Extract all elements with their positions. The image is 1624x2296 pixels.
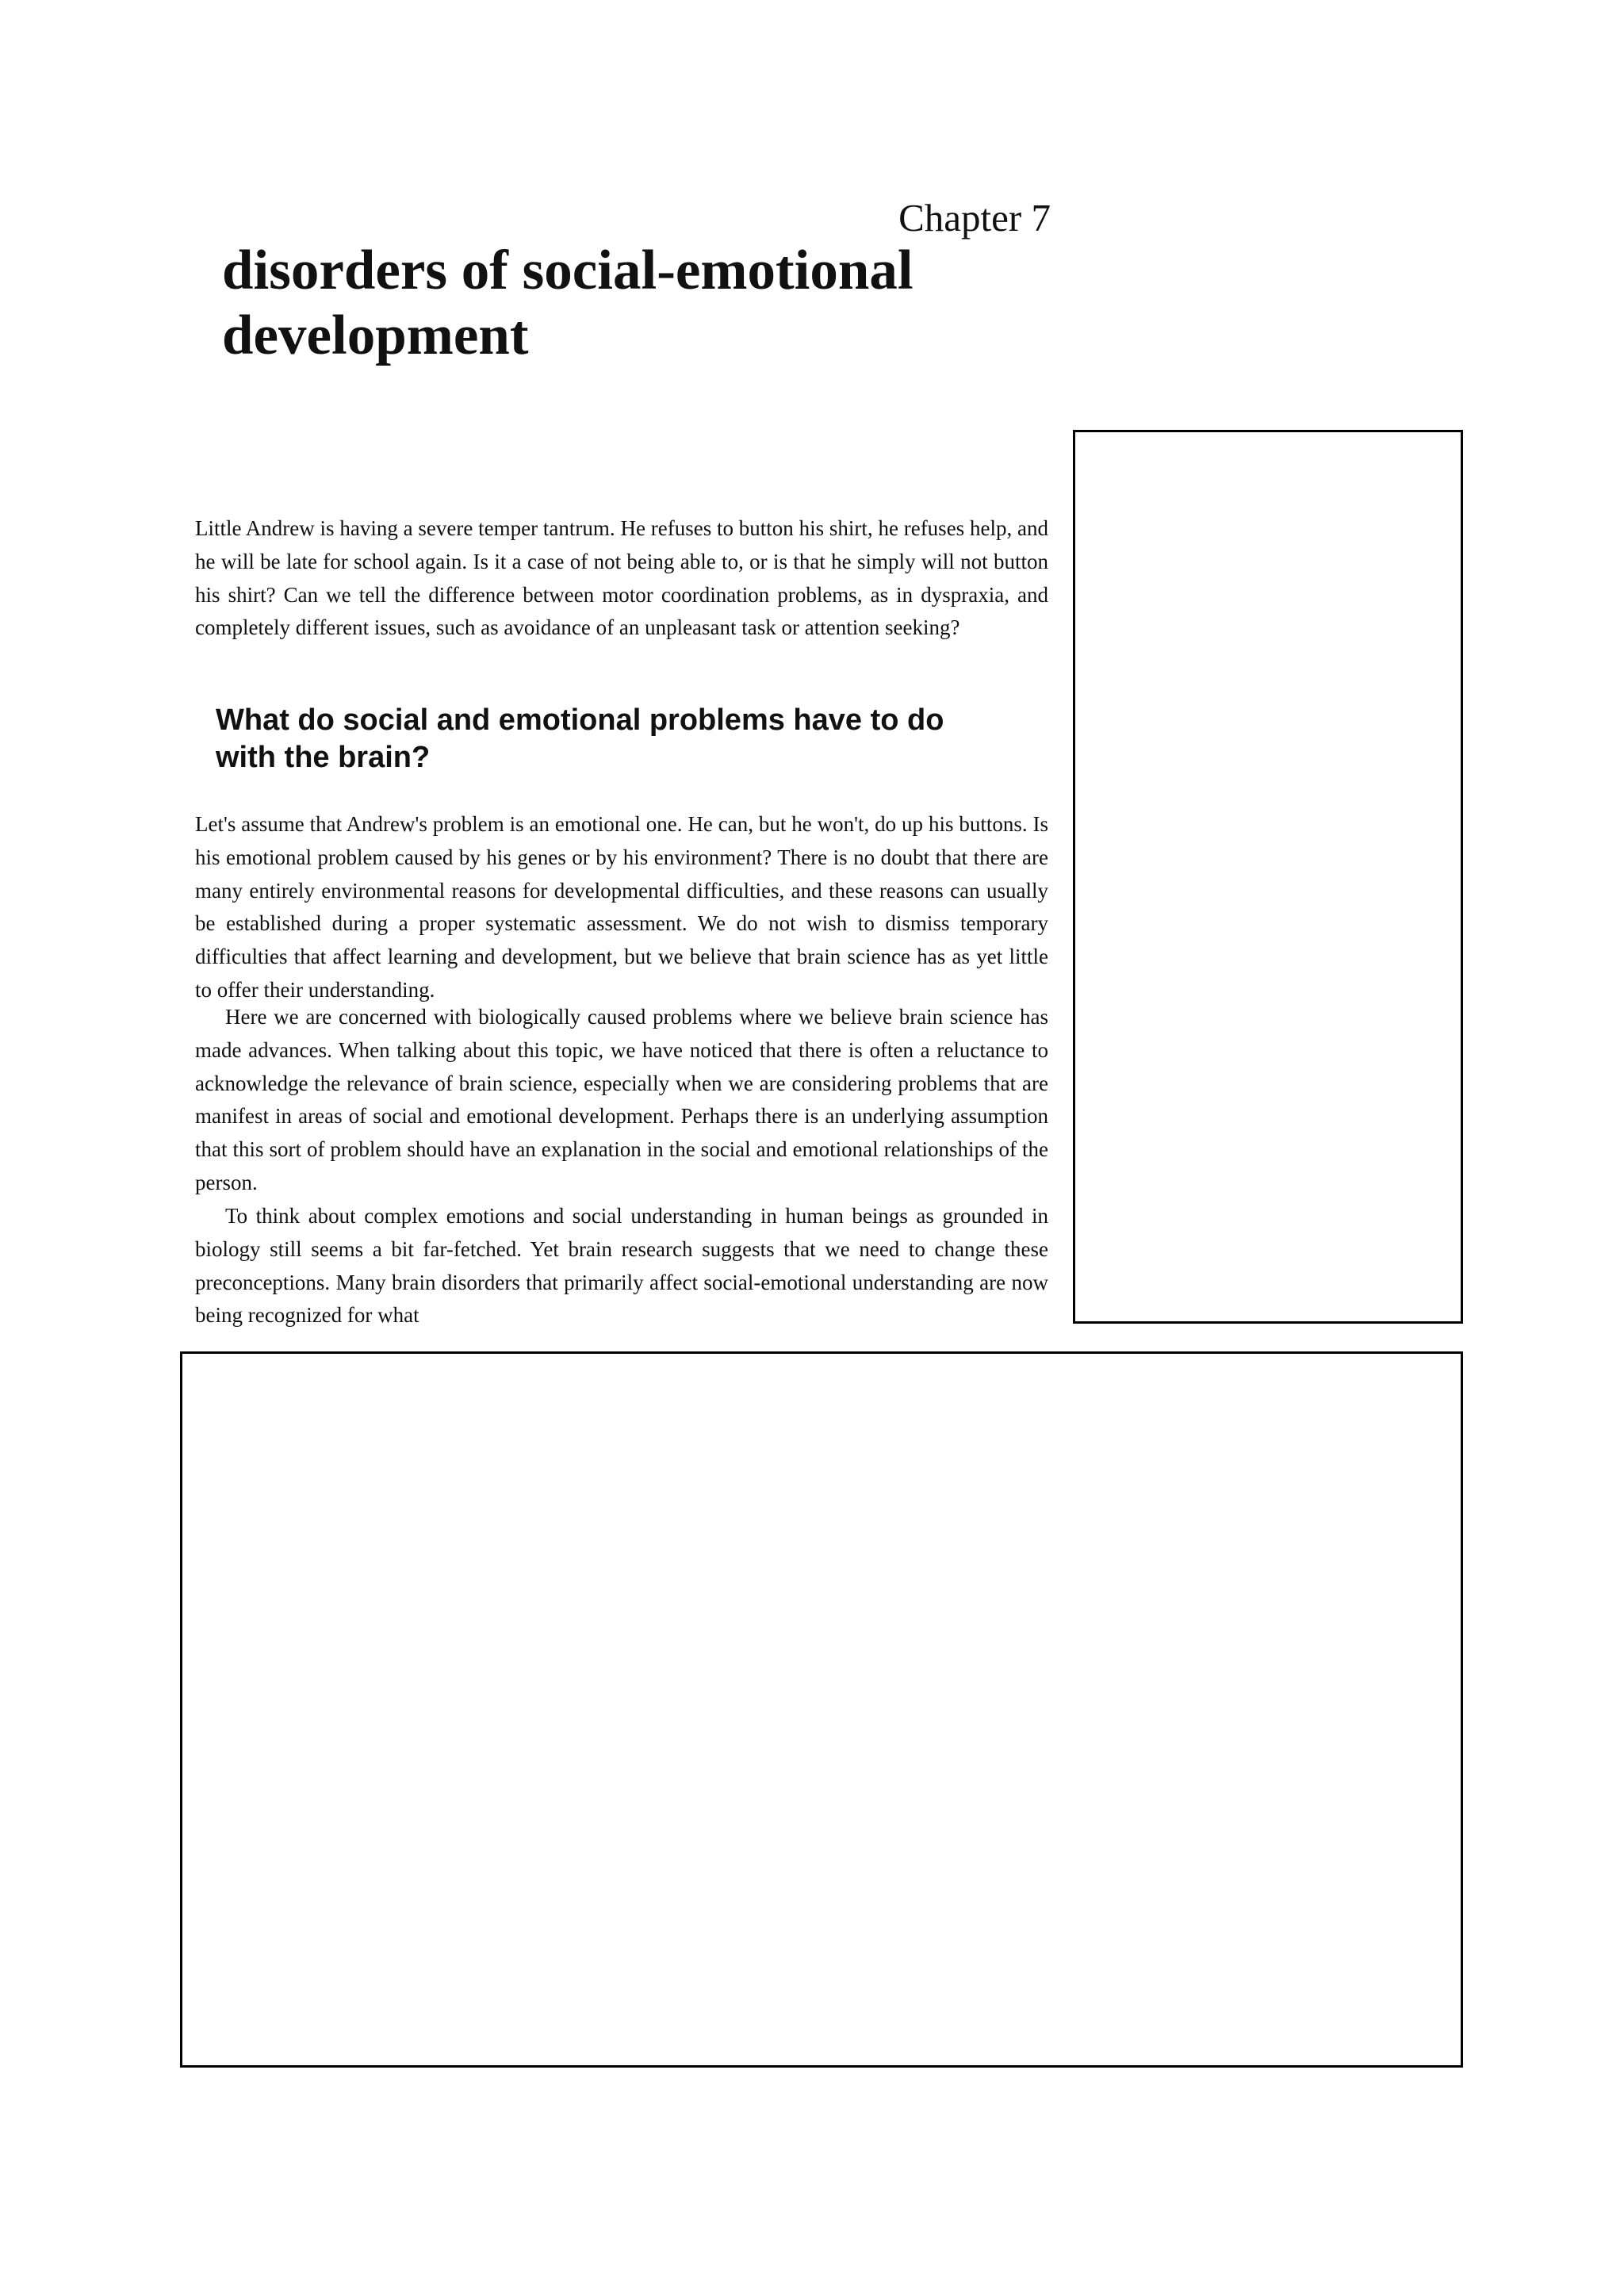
- section-heading-line-2: with the brain?: [216, 741, 431, 774]
- chapter-title: [222, 238, 1015, 368]
- chapter-title-line-1: disorders of social-emotional: [222, 240, 914, 301]
- bottom-figure-frame: [180, 1351, 1463, 2068]
- chapter-label: Chapter 7: [898, 196, 1051, 240]
- section-heading: [216, 702, 1009, 776]
- body-paragraph-1: Let's assume that Andrew's problem is an emotional one. He can, but he won't, do up his buttons. Is his emotional problem caused by his genes or by his environment? There is no doubt that there are many entirely environmental reasons for developmental difficulties, and these reasons can usually be established during a proper systematic assessment. We do not wish to dismiss temporary difficulties that affect learning and development, but we believe that brain science has as yet little to offer their understanding.: [195, 812, 1048, 1002]
- intro-paragraph: Little Andrew is having a severe temper tantrum. He refuses to button his shirt, he refuses help, and he will be late for school again. Is it a case of not being able to, or is that he simply will not button his shirt? Can we tell the difference between motor coordination problems, as in dyspraxia, and completely different issues, such as avoidance of an unpleasant task or attention seeking?: [195, 516, 1048, 640]
- body-paragraph-3: To think about complex emotions and social understanding in human beings as grounded in biology still seems a bit far-fetched. Yet brain research suggests that we need to change these preconceptions. Many brain disorders that primarily affect social-emotional understanding are now being recognized for what: [195, 1204, 1048, 1328]
- sidebar-figure-frame: [1073, 430, 1463, 1324]
- chapter-title-line-2: development: [222, 305, 529, 366]
- body-paragraph-2: Here we are concerned with biologically caused problems where we believe brain science has made advances. When talking about this topic, we have noticed that there is often a reluctance to acknowledge the relevance of brain science, especially when we are considering problems that are manifest in areas of social and emotional development. Perhaps there is an underlying assumption that this sort of problem should have an explanation in the social and emotional relationships of the person.: [195, 1005, 1048, 1194]
- section-heading-line-1: What do social and emotional problems have to do: [216, 703, 944, 737]
